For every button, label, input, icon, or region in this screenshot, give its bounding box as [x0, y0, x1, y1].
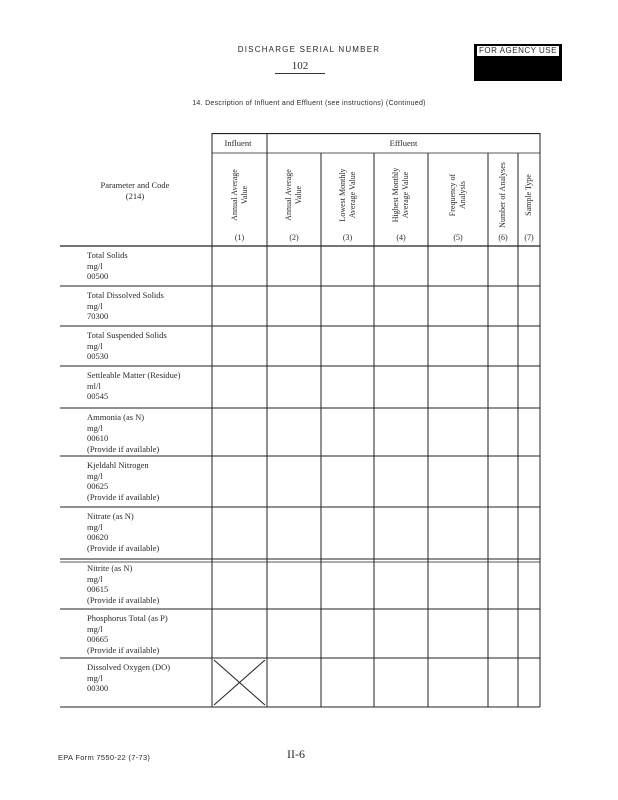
parameter-name: Dissolved Oxygen (DO) [87, 662, 171, 672]
entry-cell-col3[interactable] [322, 560, 373, 608]
parameter-code: 00300 [87, 683, 109, 693]
parameter-row [87, 511, 211, 553]
entry-cell-col4[interactable] [375, 659, 427, 706]
entry-cell-col5[interactable] [429, 409, 487, 455]
column-header-6: Number of Analyses [498, 162, 507, 228]
entry-cell-col5[interactable] [429, 659, 487, 706]
parameter-code: 00615 [87, 584, 109, 594]
entry-cell-col3[interactable] [322, 659, 373, 706]
parameter-unit: mg/l [87, 521, 103, 532]
entry-cell-col4[interactable] [375, 610, 427, 657]
parameter-name: Settleable Matter (Residue) [87, 370, 181, 380]
entry-cell-col3[interactable] [322, 327, 373, 365]
entry-cell-col4[interactable] [375, 560, 427, 608]
entry-cell-col7[interactable] [519, 457, 539, 506]
column-header-7: Sample Type [524, 174, 533, 216]
column-header-5: Frequency of Analysis [448, 173, 467, 217]
entry-cell-col1[interactable] [213, 327, 266, 365]
entry-cell-col2[interactable] [268, 610, 320, 657]
parameter-code-header [60, 180, 210, 202]
parameter-code: 00500 [87, 271, 109, 281]
discharge-serial-number-label: DISCHARGE SERIAL NUMBER [237, 45, 381, 54]
entry-cell-col2[interactable] [268, 659, 320, 706]
entry-cell-col7[interactable] [519, 247, 539, 285]
entry-cell-col5[interactable] [429, 508, 487, 558]
entry-cell-col6[interactable] [489, 457, 517, 506]
parameter-code: 00530 [87, 351, 109, 361]
entry-cell-col5[interactable] [429, 560, 487, 608]
entry-cell-col1[interactable] [213, 367, 266, 407]
page-number: II-6 [287, 747, 305, 761]
entry-cell-col3[interactable] [322, 367, 373, 407]
entry-cell-col4[interactable] [375, 508, 427, 558]
parameter-note: (Provide if available) [87, 491, 160, 502]
entry-cell-col1[interactable] [213, 610, 266, 657]
parameter-name: Kjeldahl Nitrogen [87, 460, 149, 470]
agency-use-label: FOR AGENCY USE [476, 45, 560, 57]
parameter-code: 70300 [87, 311, 109, 321]
form-number: EPA Form 7550-22 (7-73) [58, 753, 151, 762]
parameter-name: Total Dissolved Solids [87, 290, 164, 300]
entry-cell-col4[interactable] [375, 457, 427, 506]
column-number-5: (5) [453, 233, 463, 242]
entry-cell-col6[interactable] [489, 610, 517, 657]
column-number-2: (2) [289, 233, 299, 242]
discharge-serial-number-field[interactable]: 102 [275, 60, 325, 74]
entry-cell-col7[interactable] [519, 560, 539, 608]
entry-cell-col3[interactable] [322, 457, 373, 506]
parameter-note: (Provide if available) [87, 542, 160, 553]
entry-cell-col1[interactable] [213, 287, 266, 325]
parameter-code: 00545 [87, 391, 109, 401]
column-header-3: Lowest Monthly Average Value [337, 168, 357, 222]
parameter-unit: mg/l [87, 470, 103, 481]
parameter-name: Ammonia (as N) [87, 412, 145, 422]
entry-cell-col2[interactable] [268, 457, 320, 506]
parameter-row [87, 460, 211, 502]
parameter-name: Total Solids [87, 250, 128, 260]
parameter-unit: mg/l [87, 422, 103, 433]
parameter-unit: mg/l [87, 260, 103, 271]
entry-cell-col6[interactable] [489, 508, 517, 558]
entry-cell-col1[interactable] [213, 409, 266, 455]
entry-cell-col7[interactable] [519, 367, 539, 407]
entry-cell-col6[interactable] [489, 560, 517, 608]
column-header-4: Highest Monthly Average Value [391, 167, 410, 223]
parameter-code-header-line2: (214) [125, 191, 145, 201]
entry-cell-col2[interactable] [268, 327, 320, 365]
parameter-row [87, 613, 211, 655]
parameter-row [87, 412, 211, 454]
entry-cell-col1[interactable] [213, 457, 266, 506]
section-title: 14. Description of Influent and Effluent (see instructions) (Continued) [192, 100, 426, 107]
entry-cell-col7[interactable] [519, 327, 539, 365]
parameter-name: Total Suspended Solids [87, 330, 167, 340]
influent-group-header: Influent [224, 138, 252, 148]
entry-cell-col5[interactable] [429, 457, 487, 506]
entry-cell-col5[interactable] [429, 610, 487, 657]
entry-cell-col4[interactable] [375, 287, 427, 325]
entry-cell-col7[interactable] [519, 409, 539, 455]
entry-cell-col1[interactable] [213, 508, 266, 558]
entry-cell-col7[interactable] [519, 610, 539, 657]
parameter-code: 00620 [87, 532, 109, 542]
column-number-7: (7) [524, 233, 534, 242]
entry-cell-col6[interactable] [489, 287, 517, 325]
column-number-6: (6) [498, 233, 508, 242]
entry-cell-col4[interactable] [375, 367, 427, 407]
entry-cell-col7[interactable] [519, 287, 539, 325]
entry-cell-col6[interactable] [489, 247, 517, 285]
column-number-1: (1) [234, 233, 245, 242]
entry-cell-col7[interactable] [519, 508, 539, 558]
parameter-row [87, 662, 211, 694]
entry-cell-col4[interactable] [375, 409, 427, 455]
parameter-note: (Provide if available) [87, 644, 160, 655]
entry-cell-col3[interactable] [322, 287, 373, 325]
entry-cell-col2[interactable] [268, 287, 320, 325]
entry-cell-col3[interactable] [322, 508, 373, 558]
parameter-code: 00625 [87, 481, 109, 491]
parameter-code-header-line1: Parameter and Code [100, 180, 170, 190]
parameter-unit: mg/l [87, 340, 103, 351]
entry-cell-col5[interactable] [429, 327, 487, 365]
parameter-row [87, 290, 211, 322]
entry-cell-col3[interactable] [322, 610, 373, 657]
parameter-row [87, 250, 211, 282]
column-number-4: (4) [396, 233, 406, 242]
parameter-name: Nitrate (as N) [87, 511, 134, 521]
parameter-unit: mg/l [87, 300, 103, 311]
entry-cell-col2[interactable] [268, 409, 320, 455]
entry-cell-col7[interactable] [519, 659, 539, 706]
entry-cell-col4[interactable] [375, 327, 427, 365]
parameter-unit: mg/l [87, 672, 103, 683]
column-header-2: Annual Average Value [284, 169, 303, 221]
parameter-name: Nitrite (as N) [87, 563, 133, 573]
parameter-unit: ml/l [87, 380, 101, 391]
entry-cell-col5[interactable] [429, 367, 487, 407]
entry-cell-col3[interactable] [322, 409, 373, 455]
entry-cell-col6[interactable] [489, 659, 517, 706]
column-number-3: (3) [342, 233, 353, 242]
parameter-unit: mg/l [87, 573, 103, 584]
effluent-group-header: Effluent [389, 138, 418, 148]
column-header-1: Annual Average Value [229, 169, 249, 221]
entry-cell-col2[interactable] [268, 247, 320, 285]
parameter-note: (Provide if available) [87, 443, 160, 454]
parameter-note: (Provide if available) [87, 594, 160, 605]
entry-cell-col2[interactable] [268, 367, 320, 407]
parameter-unit: mg/l [87, 623, 103, 634]
entry-cell-col6[interactable] [489, 367, 517, 407]
entry-cell-col6[interactable] [489, 327, 517, 365]
entry-cell-col5[interactable] [429, 287, 487, 325]
parameter-code: 00610 [87, 433, 109, 443]
parameter-row [87, 563, 211, 605]
parameter-code: 00665 [87, 634, 109, 644]
parameter-name: Phosphorus Total (as P) [87, 613, 168, 623]
parameter-row [87, 330, 211, 362]
entry-cell-col1[interactable] [213, 560, 266, 608]
entry-cell-col2[interactable] [268, 508, 320, 558]
entry-cell-col1 [213, 659, 266, 706]
entry-cell-col1[interactable] [213, 247, 266, 285]
entry-cell-col4[interactable] [375, 247, 427, 285]
entry-cell-col5[interactable] [429, 247, 487, 285]
parameter-row [87, 370, 211, 402]
entry-cell-col6[interactable] [489, 409, 517, 455]
entry-cell-col2[interactable] [268, 560, 320, 608]
entry-cell-col3[interactable] [322, 247, 373, 285]
